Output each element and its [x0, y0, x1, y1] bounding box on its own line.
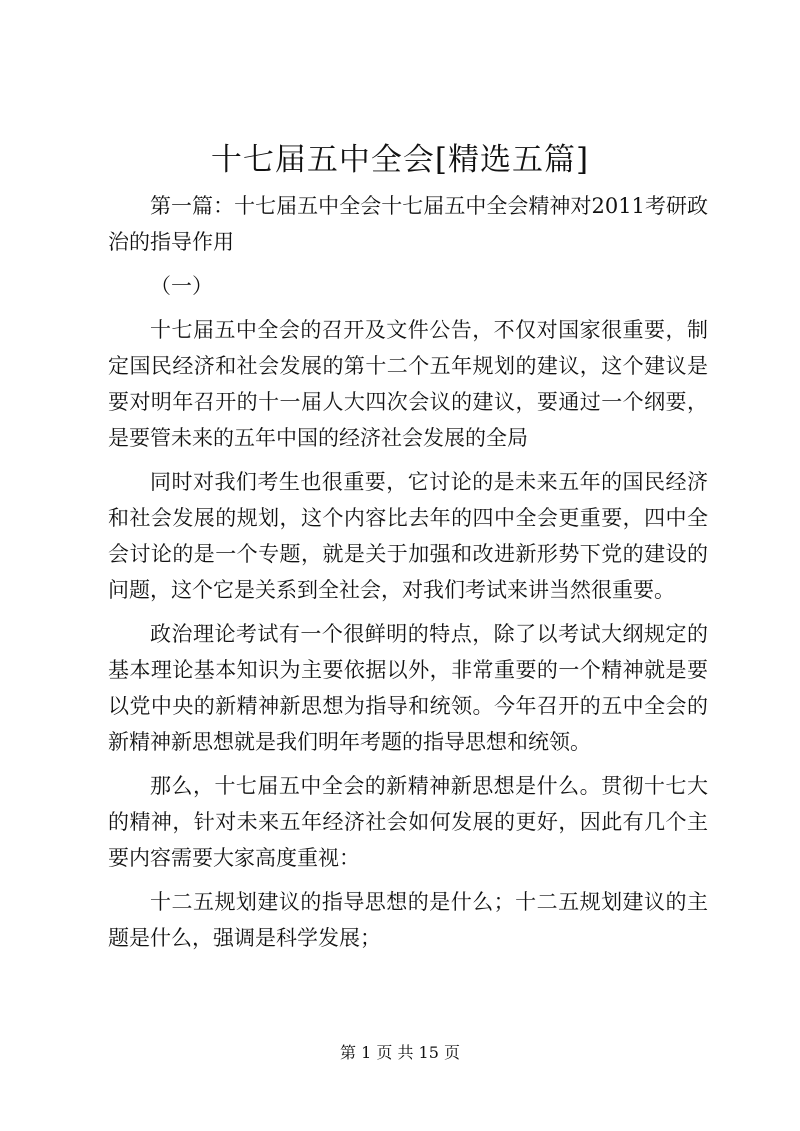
document-title: 十七届五中全会[精选五篇] [210, 142, 590, 178]
document-body [108, 188, 708, 956]
page-footer: 第 1 页 共 15 页 [340, 1043, 460, 1062]
body-paragraph: 那么，十七届五中全会的新精神新思想是什么。贯彻十七大的精神，针对未来五年经济社会如何发展的更好，因此有几个主要内容需要大家高度重视： [108, 774, 708, 870]
subsection-marker: （一） [150, 274, 213, 298]
body-paragraph: 同时对我们考生也很重要，它讨论的是未来五年的国民经济和社会发展的规划，这个内容比去年的四中全会更重要，四中全会讨论的是一个专题，就是关于加强和改进新形势下党的建设的问题，这个它是关系到全社会，对我们考试来讲当然很重要。 [108, 470, 708, 602]
body-paragraph: 十七届五中全会的召开及文件公告，不仅对国家很重要，制定国民经济和社会发展的第十二个五年规划的建议，这个建议是要对明年召开的十一届人大四次会议的建议，要通过一个纲要，是要管未来的五年中国的经济社会发展的全局 [108, 318, 708, 450]
section-heading: 第一篇：十七届五中全会十七届五中全会精神对2011考研政治的指导作用 [108, 194, 708, 254]
body-paragraph: 政治理论考试有一个很鲜明的特点，除了以考试大纲规定的基本理论基本知识为主要依据以外，非常重要的一个精神就是要以党中央的新精神新思想为指导和统领。今年召开的五中全会的新精神新思想就是我们明年考题的指导思想和统领。 [108, 622, 708, 754]
body-paragraph: 十二五规划建议的指导思想的是什么；十二五规划建议的主题是什么，强调是科学发展； [108, 890, 708, 950]
